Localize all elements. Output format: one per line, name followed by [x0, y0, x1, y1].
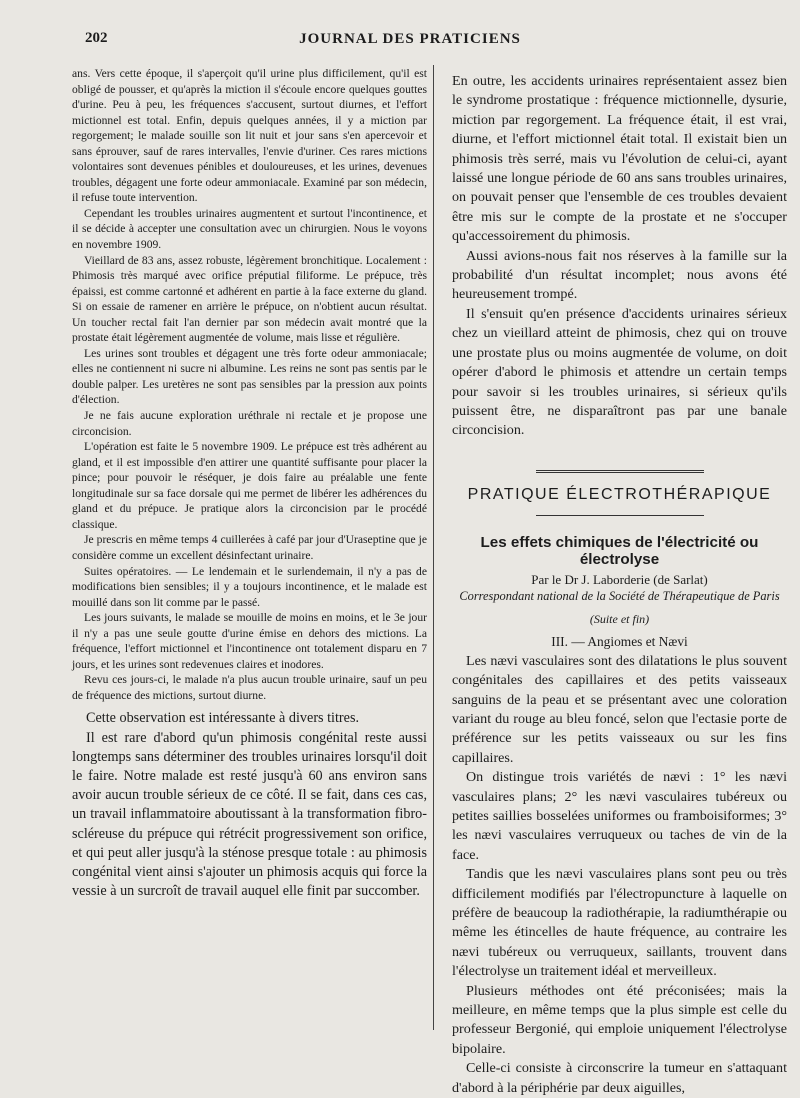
- case-paragraph: ans. Vers cette époque, il s'aperçoit qu'il urine plus difficilement, qu'il est obligé de pousser, et qu'après la miction il s'écoule encore quelques gouttes d'urine. Peu à peu, les fréquences s'accusent, surtout diurnes, et l'effort mictionnel est total. Enfin, depuis quelques années, il y a miction par regorgement; le malade souille son lit nuit et jour sans s'en apercevoir et sans éprouver, sauf de rares intervalles, l'envie d'uriner. Ces rares mictions volontaires sont devenues pénibles et douloureuses, et les urines, devenues troubles, dégagent une forte odeur ammoniacale. Examiné par son médecin, il refuse toute intervention.: [72, 67, 427, 205]
- page-number: 202: [85, 30, 108, 46]
- body-paragraph: On distingue trois variétés de nævi : 1° les nævi vasculaires plans; 2° les nævi vasculaires tubéreux ou petites saillies bosselées uniformes ou framboisiformes; 3° les nævi vasculaires verruqueux ou taches de vin de la face.: [452, 769, 787, 863]
- body-paragraph: Il s'ensuit qu'en présence d'accidents urinaires sérieux chez un vieillard atteint de phimosis, chez qui on trouve une prostate plus ou moins augmentée de volume, on doit opérer d'abord le phimosis et attendre un certain temps pour savoir si les troubles urinaires, si sérieux qu'ils puissent être, ne disparaîtront pas par une banale circoncision.: [452, 305, 787, 439]
- body-paragraph: Celle-ci consiste à circonscrire la tumeur en s'attaquant d'abord à la périphérie par deux aiguilles,: [452, 1060, 787, 1096]
- case-report: [72, 66, 427, 703]
- article-author: Par le Dr J. Laborderie (de Sarlat): [531, 571, 708, 587]
- section-title: PRATIQUE ÉLECTROTHÉRAPIQUE: [467, 485, 772, 503]
- body-paragraph: Les nævi vasculaires sont des dilatations le plus souvent congénitales des capillaires et des petits vaisseaux sanguins de la peau et se présentant avec une coloration variant du rouge au bleu foncé, selon que l'ectasie porte de préférence sur les petits vaisseaux ou sur les fins capillaires.: [452, 652, 787, 766]
- body-paragraph: Tandis que les nævi vasculaires plans sont peu ou très difficilement modifiés par l'électropuncture à laquelle on préfère de beaucoup la radiothérapie, la radiumthérapie ou même les étincelles de haute fréquence, au contraire les nævi tubéreux ou verruqueux, saillants, trouvent dans l'électrolyse un traitement idéal et merveilleux.: [452, 866, 787, 980]
- section-rule-top: [536, 470, 704, 473]
- section-rule-bottom: [536, 515, 704, 516]
- case-paragraph: Je prescris en même temps 4 cuillerées à café par jour d'Uraseptine que je considère comme un excellent désinfectant urinaire.: [72, 533, 427, 562]
- case-paragraph: Revu ces jours-ci, le malade n'a plus aucun trouble urinaire, sauf un peu de fréquence des mictions, surtout diurne.: [72, 673, 427, 702]
- page-header: [60, 30, 760, 50]
- part-heading: III. — Angiomes et Nævi: [551, 633, 688, 649]
- case-paragraph: Suites opératoires. — Le lendemain et le surlendemain, il n'y a pas de modifications bien sensibles; il y a toujours incontinence, et le malade est mouillé dans son lit comme par le passé.: [72, 564, 427, 609]
- article-title: Les effets chimiques de l'électricité ou électrolyse: [480, 533, 759, 568]
- continued-note: (Suite et fin): [589, 611, 650, 626]
- left-column: [72, 66, 427, 901]
- discussion: [72, 709, 427, 901]
- body-paragraph: Plusieurs méthodes ont été préconisées; mais la meilleure, en même temps que la plus simple est celle du professeur Bergonié, qui emploie uniquement l'électrolyse bipolaire.: [452, 982, 787, 1057]
- case-paragraph: L'opération est faite le 5 novembre 1909. Le prépuce est très adhérent au gland, et il est impossible d'en attirer une quantité suffisante pour placer la pince; pour pouvoir le réséquer, je dois faire au préalable une fente longitudinale sur sa face dorsale qui me permet de libérer les adhérences du gland et du prépuce. Je pratique alors la circoncision par le procédé classique.: [72, 440, 427, 531]
- article-body: [452, 652, 787, 1098]
- journal-title: JOURNAL DES PRATICIENS: [299, 31, 521, 47]
- case-paragraph: Les urines sont troubles et dégagent une très forte odeur ammoniacale; elles ne contiennent ni sucre ni albumine. Les reins ne sont pas sentis par le double palper. Les uretères ne sont pas sensibles par la pression aux points d'élection.: [72, 346, 427, 407]
- author-affiliation: Correspondant national de la Société de Thérapeutique de Paris: [459, 588, 780, 603]
- body-paragraph: En outre, les accidents urinaires représentaient assez bien le syndrome prostatique : fréquence mictionnelle, dysurie, miction par regorgement. La fréquence était, il est vrai, diurne, et l'effort mictionnel était total. Il existait bien un phimosis très serré, mais vu l'évolution de celui-ci, ayant laissé une longue période de 60 ans sans troubles urinaires, on pouvait penser que l'ensemble de ces troubles devaient être mis sur le compte de la prostate et ne s'occuper qu'accessoirement du phimosis.: [452, 73, 787, 245]
- discussion-paragraph: Cette observation est intéressante à divers titres.: [86, 710, 360, 727]
- body-paragraph: Aussi avions-nous fait nos réserves à la famille sur la probabilité d'un résultat incomplet; nous avons été heureusement trompé.: [452, 247, 787, 303]
- case-paragraph: Cependant les troubles urinaires augmentent et surtout l'incontinence, et il se décide à accepter une consultation avec un chirurgien. Nous le voyons en novembre 1909.: [72, 206, 427, 252]
- case-paragraph: Je ne fais aucune exploration uréthrale ni rectale et je propose une circoncision.: [72, 409, 427, 438]
- column-divider: [433, 65, 434, 1030]
- discussion-paragraph: Il est rare d'abord qu'un phimosis congénital reste aussi longtemps sans déterminer des troubles urinaires lorsqu'il doit le faire. Notre malade est resté jusqu'à 60 ans environ sans avoir aucun trouble sérieux de ce côté. Il se fait, dans ces cas, un travail inflammatoire aboutissant à la transformation fibro-scléreuse du prépuce qui rétrécit progressivement son orifice, et qui peut aller jusqu'à la sténose presque totale : au phimosis congénital vient ainsi s'ajouter un phimosis acquis qui force la vessie à un surcroît de travail auquel elle finit par succomber.: [72, 729, 427, 900]
- case-paragraph: Les jours suivants, le malade se mouille de moins en moins, et le 3e jour il n'y a pas une seule goutte d'urine émise en dehors des mictions. La fréquence, l'effort mictionnel et l'incontinence ont totalement disparu en 7 jours, et les urines sont redevenues claires et inodores.: [72, 611, 427, 671]
- conclusion: [452, 72, 787, 441]
- right-column: [452, 72, 787, 1098]
- case-paragraph: Vieillard de 83 ans, assez robuste, légèrement bronchitique. Localement : Phimosis très marqué avec orifice préputial filiforme. Le prépuce, très épaissi, est comme cartonné et adhérent en partie à la face externe du gland. Si on essaie de ramener en arrière le prépuce, on n'obtient aucun résultat. Un toucher rectal fait l'an dernier par son médecin avait montré que la prostate était légèrement augmentée de volume, mais lisse et régulière.: [72, 253, 427, 345]
